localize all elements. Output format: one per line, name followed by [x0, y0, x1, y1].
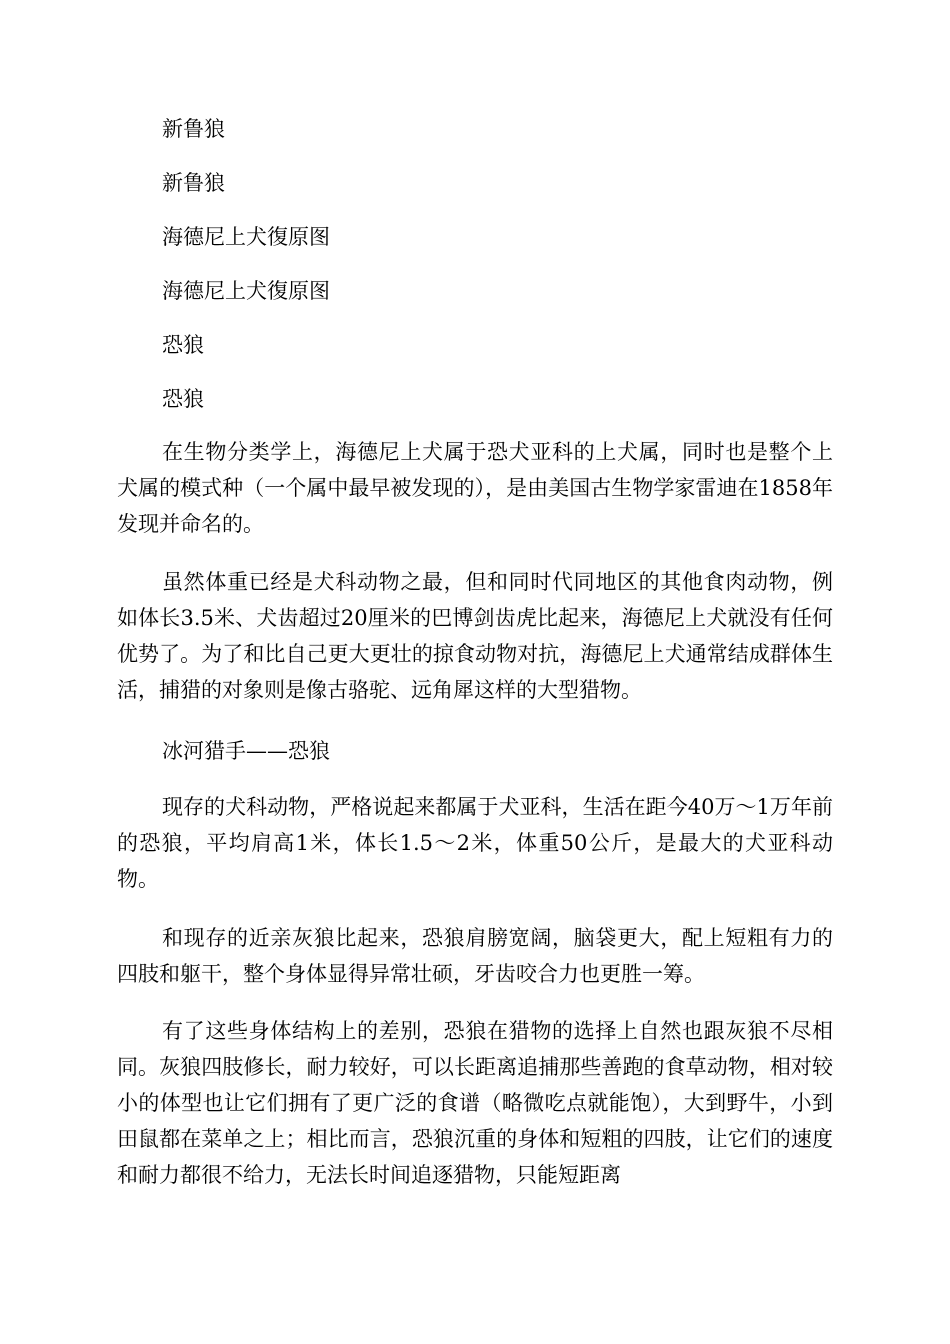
image-caption-hesperocyon-reconstruction: 海德尼上犬復原图 [162, 279, 330, 303]
paragraph-gray-wolf-comparison: 和现存的近亲灰狼比起来，恐狼肩膀宽阔，脑袋更大，配上短粗有力的四肢和躯干，整个身体显得异常壮硕，牙齿咬合力也更胜一筹。 [117, 926, 833, 986]
paragraph-prey-selection: 有了这些身体结构上的差别，恐狼在猎物的选择上自然也跟灰狼不尽相同。灰狼四肢修长，耐力较好，可以长距离追捕那些善跑的食草动物，相对较小的体型也让它们拥有了更广泛的食谱（略微吃点就能饱），大到野牛，小到田鼠都在菜单之上；相比而言，恐狼沉重的身体和短粗的四肢，让它们的速度和耐力都很不给力，无法长时间追逐猎物，只能短距离 [117, 1019, 833, 1187]
image-caption-hesperocyon-reconstruction: 海德尼上犬復原图 [162, 225, 330, 249]
image-caption-dire-wolf: 恐狼 [162, 387, 204, 411]
section-heading-dire-wolf: 冰河猎手——恐狼 [162, 739, 330, 763]
image-caption-dire-wolf: 恐狼 [162, 333, 204, 357]
image-caption-neo-wolf: 新鲁狼 [162, 117, 225, 141]
paragraph-dire-wolf-intro: 现存的犬科动物，严格说起来都属于犬亚科，生活在距今40万～1万年前的恐狼，平均肩高1米，体长1.5～2米，体重50公斤，是最大的犬亚科动物。 [117, 795, 833, 891]
paragraph-taxonomy: 在生物分类学上，海德尼上犬属于恐犬亚科的上犬属，同时也是整个上犬属的模式种（一个属中最早被发现的），是由美国古生物学家雷迪在1858年发现并命名的。 [117, 440, 833, 536]
image-caption-neo-wolf: 新鲁狼 [162, 171, 225, 195]
paragraph-size-comparison: 虽然体重已经是犬科动物之最，但和同时代同地区的其他食肉动物，例如体长3.5米、犬齿超过20厘米的巴博剑齿虎比起来，海德尼上犬就没有任何优势了。为了和比自己更大更壮的掠食动物对抗，海德尼上犬通常结成群体生活，捕猎的对象则是像古骆驼、远角犀这样的大型猎物。 [117, 570, 833, 702]
